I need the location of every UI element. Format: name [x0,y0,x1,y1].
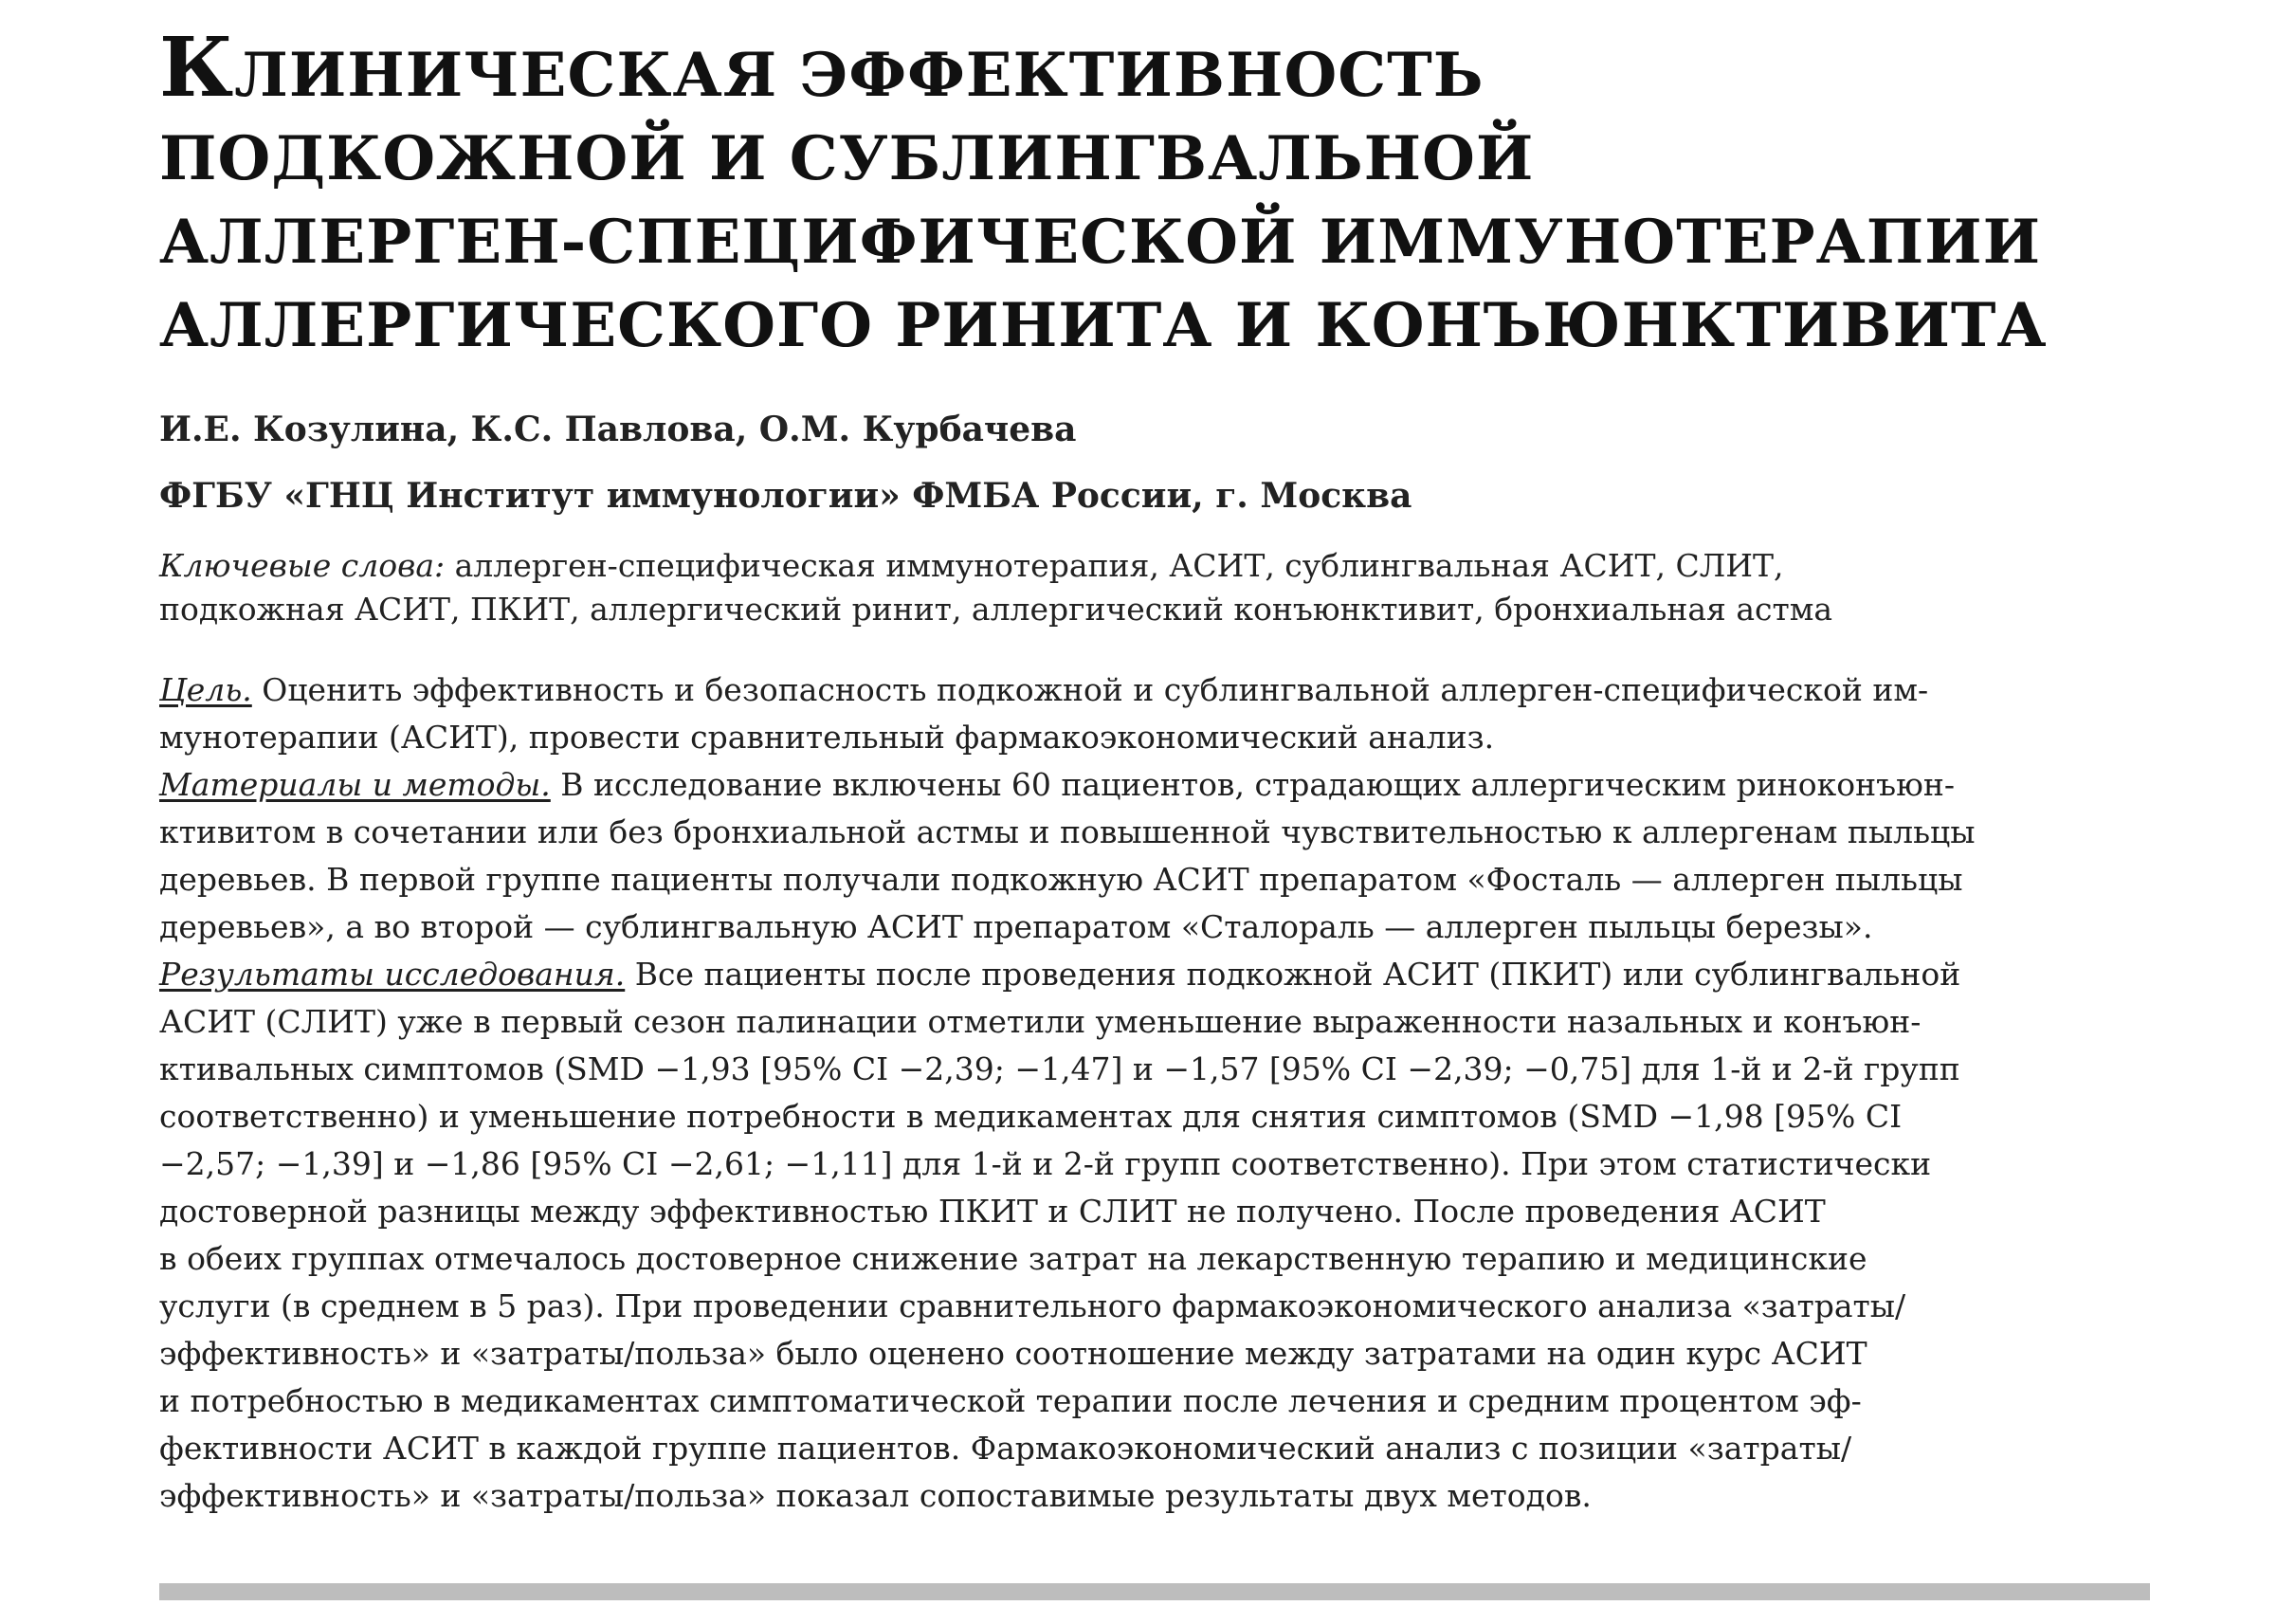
results-text: Все пациенты после проведения подкожной АСИТ (ПКИТ) или сублингвальной [625,956,1961,993]
abstract [159,666,2150,1520]
abstract-line: деревьев. В первой группе пациенты получали подкожную АСИТ препаратом «Фосталь — аллерген пыльцы [159,861,1963,898]
abstract-line: эффективность» и «затраты/польза» показал сопоставимые результаты двух методов. [159,1477,1592,1514]
abstract-line: достоверной разницы между эффективностью ПКИТ и СЛИТ не получено. После проведения АСИТ [159,1193,1826,1230]
abstract-line: ктивитом в сочетании или без бронхиальной астмы и повышенной чувствительностью к аллергенам пыльцы [159,813,1976,850]
abstract-line: −2,57; −1,39] и −1,86 [95% CI −2,61; −1,11] для 1-й и 2-й групп соответственно). При этом статистически [159,1145,1932,1182]
methods-label: Материалы и методы. [159,766,551,803]
abstract-line [159,761,2150,809]
title-line: ПОДКОЖНОЙ И СУБЛИНГВАЛЬНОЙ [159,123,1535,194]
title-line: АЛЛЕРГИЧЕСКОГО РИНИТА И КОНЪЮНКТИВИТА [159,290,2048,361]
abstract-line: ктивальных симптомов (SMD −1,93 [95% CI −2,39; −1,47] и −1,57 [95% CI −2,39; −0,75] для 1-й и 2-й групп [159,1050,1960,1087]
goal-text: Оценить эффективность и безопасность подкожной и сублингвальной аллерген-специфической им- [251,671,1929,708]
goal-label: Цель. [159,671,252,708]
abstract-line: эффективность» и «затраты/польза» было оценено соотношение между затратами на один курс АСИТ [159,1335,1867,1372]
keywords-line [159,544,2150,588]
abstract-line [159,666,2150,714]
abstract-line: деревьев», а во второй — сублингвальную АСИТ препаратом «Сталораль — аллерген пыльцы березы». [159,908,1873,945]
authors: И.Е. Козулина, К.С. Павлова, О.М. Курбачева [159,410,1077,449]
abstract-line: в обеих группах отмечалось достоверное снижение затрат на лекарственную терапию и медицинские [159,1240,1867,1277]
title-line: АЛЛЕРГЕН-СПЕЦИФИЧЕСКОЙ ИММУНОТЕРАПИИ [159,207,2042,278]
affiliation: ФГБУ «ГНЦ Институт иммунологии» ФМБА России, г. Москва [159,476,1412,516]
abstract-line: фективности АСИТ в каждой группе пациентов. Фармакоэкономический анализ с позиции «затраты/ [159,1430,1852,1467]
keywords-line: подкожная АСИТ, ПКИТ, аллергический ринит, аллергический конъюнктивит, бронхиальная астма [159,591,1833,628]
section-divider [159,1583,2150,1600]
article-page [159,0,2150,1624]
abstract-line [159,951,2150,998]
keywords-text: аллерген-специфическая иммунотерапия, АСИТ, сублингвальная АСИТ, СЛИТ, [445,547,1784,584]
keywords-block [159,544,2150,631]
abstract-line: соответственно) и уменьшение потребности в медикаментах для снятия симптомов (SMD −1,98 [95% CI [159,1098,1903,1135]
abstract-line: АСИТ (СЛИТ) уже в первый сезон палинации отметили уменьшение выраженности назальных и конъюн- [159,1003,1922,1040]
abstract-line: и потребностью в медикаментах симптоматической терапии после лечения и средним процентом эф- [159,1382,1862,1419]
title-line: КЛИНИЧЕСКАЯ ЭФФЕКТИВНОСТЬ [159,20,1484,116]
methods-text: В исследование включены 60 пациентов, страдающих аллергическим риноконъюн- [550,766,1956,803]
abstract-line: услуги (в среднем в 5 раз). При проведении сравнительного фармакоэкономического анализа «затраты/ [159,1287,1906,1324]
article-title [159,20,2150,368]
abstract-line: мунотерапии (АСИТ), провести сравнительный фармакоэкономический анализ. [159,719,1495,756]
results-label: Результаты исследования. [159,956,626,993]
keywords-label: Ключевые слова: [159,547,446,584]
